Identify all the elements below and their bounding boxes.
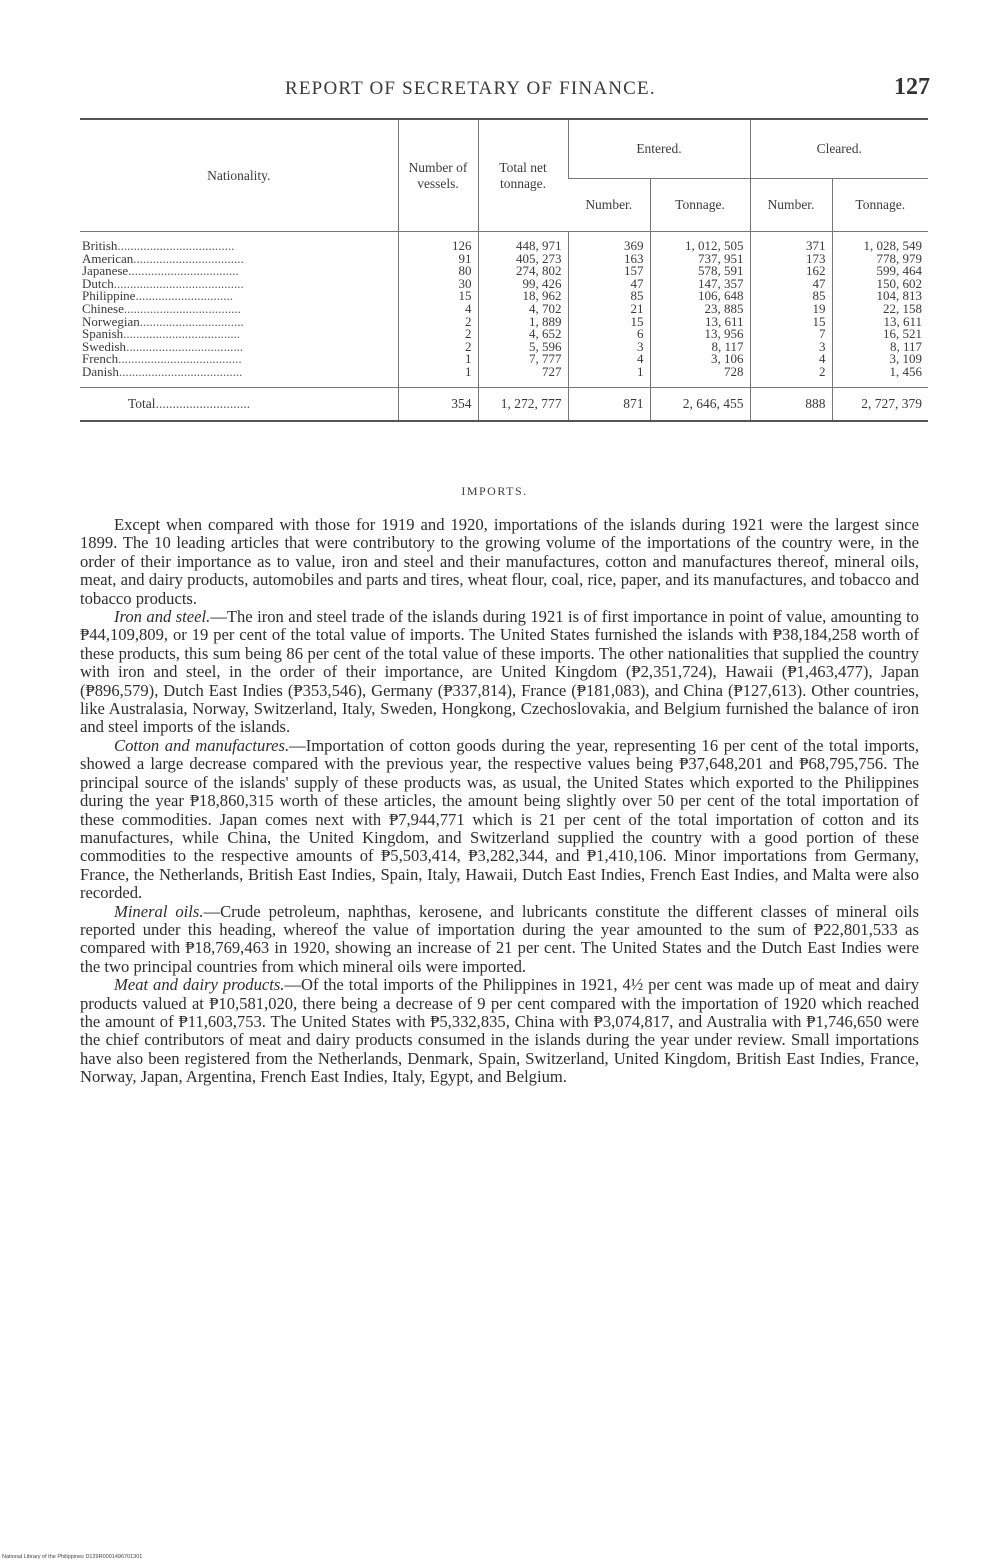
cell-cleared-number: 47 — [750, 278, 832, 291]
cell-nationality: Spanish.................................... — [82, 326, 241, 342]
cell-nationality: British.................................... — [82, 238, 235, 253]
cell-cleared-number: 162 — [750, 265, 832, 278]
cell-cleared-tonnage: 16, 521 — [832, 328, 928, 341]
cell-net-tonnage: 274, 802 — [478, 265, 568, 278]
table-row — [80, 366, 928, 387]
footer-note: National Library of the Philippines D129R0001496701301 — [2, 1554, 143, 1560]
cell-entered-tonnage: 8, 117 — [650, 341, 750, 354]
cell-entered-tonnage: 3, 106 — [650, 353, 750, 366]
cell-nationality: Swedish.................................... — [82, 338, 244, 354]
cell-vessels: 1 — [398, 366, 478, 387]
page-header — [80, 72, 930, 112]
header-total-net-tonnage: Total net tonnage. — [478, 119, 568, 232]
running-title: REPORT OF SECRETARY OF FINANCE. — [285, 78, 656, 99]
total-net-tonnage: 1, 272, 777 — [478, 387, 568, 421]
cell-cleared-tonnage: 13, 611 — [832, 316, 928, 329]
paragraph-lead: Meat and dairy products. — [114, 975, 285, 995]
cell-cleared-tonnage: 104, 813 — [832, 290, 928, 303]
cell-entered-tonnage: 13, 611 — [650, 316, 750, 329]
cell-cleared-number: 4 — [750, 353, 832, 366]
header-nationality: Nationality. — [80, 119, 398, 232]
paragraph-lead: Mineral oils. — [114, 901, 204, 921]
cell-nationality: American.................................. — [82, 250, 244, 266]
cell-entered-tonnage: 1, 012, 505 — [650, 232, 750, 253]
table-total-row — [80, 387, 928, 421]
paragraph-text: Except when compared with those for 1919 and 1920, importations of the islands during 1921 were the largest since 1899. The 10 leading articles that were contributory to the growing volume of the importations of the country were, in the order of their importance as to value, iron and steel and their manufactures, cotton and manufactures thereof, mineral oils, meat, and dairy products, automobiles and parts and tires, wheat flour, coal, rice, paper, and its manufactures, and tobacco and tobacco products. — [80, 515, 919, 608]
cell-net-tonnage: 99, 426 — [478, 278, 568, 291]
cell-cleared-tonnage: 3, 109 — [832, 353, 928, 366]
cell-cleared-number: 2 — [750, 366, 832, 387]
body-text — [80, 516, 919, 1087]
table-header — [80, 119, 928, 232]
paragraph-lead: Cotton and manufactures. — [114, 735, 290, 755]
cell-cleared-number: 7 — [750, 328, 832, 341]
header-cleared: Cleared. — [750, 119, 928, 179]
header-entered-number: Number. — [568, 179, 650, 232]
cell-cleared-tonnage: 778, 979 — [832, 253, 928, 266]
paragraph-text: —Importation of cotton goods during the year, representing 16 per cent of the total imports, showed a large decrease compared with the previous year, the respective values being ₱37,648,201 and ₱68,795,756. The principal source of the islands' supply of these products was, as usual, the United States which exported to the Philippines during the year ₱18,860,315 worth of these articles, the amount being slightly over 50 per cent of the total importation of these commodities. Japan comes next with ₱7,944,771 which is 21 per cent of the total importation of cotton and its manufactures, while China, the United Kingdom, and Switzerland supplied the country with a good portion of these commodities to the respective amounts of ₱5,503,414, ₱3,282,344, and ₱1,410,106. Minor importations from Germany, France, the Netherlands, British East Indies, Spain, Italy, Hawaii, Dutch East Indies, French East Indies, and Malta were also recorded. — [80, 735, 920, 903]
paragraph-text: —Of the total imports of the Philippines in 1921, 4½ per cent was made up of meat and dairy products valued at ₱10,581,020, there being a decrease of 9 per cent compared with the importation of 1920 which reached the amount of ₱11,603,753. The United States with ₱5,332,835, China with ₱3,074,817, and Australia with ₱1,746,650 were the chief contributors of meat and dairy products consumed in the islands during the year under review. Small importations have also been registered from the Netherlands, Denmark, Spain, Switzerland, United Kingdom, British East Indies, France, Norway, Japan, Argentina, French East Indies, Italy, Egypt, and Belgium. — [80, 975, 919, 1087]
cell-nationality: Danish...................................... — [82, 363, 243, 379]
cell-entered-number: 21 — [568, 303, 650, 316]
cell-cleared-number: 15 — [750, 316, 832, 329]
total-cleared-tonnage: 2, 727, 379 — [832, 387, 928, 421]
cell-entered-tonnage: 13, 956 — [650, 328, 750, 341]
cell-vessels: 126 — [398, 232, 478, 253]
cell-vessels: 2 — [398, 341, 478, 354]
cell-entered-number: 85 — [568, 290, 650, 303]
total-cleared-number: 888 — [750, 387, 832, 421]
cell-vessels: 80 — [398, 265, 478, 278]
cell-cleared-tonnage: 599, 464 — [832, 265, 928, 278]
vessels-table-container — [80, 118, 928, 422]
cell-entered-tonnage: 106, 648 — [650, 290, 750, 303]
cell-cleared-number: 19 — [750, 303, 832, 316]
cell-cleared-tonnage: 150, 602 — [832, 278, 928, 291]
cell-net-tonnage: 18, 962 — [478, 290, 568, 303]
body-paragraph — [80, 516, 919, 608]
paragraph-text: —Crude petroleum, naphthas, kerosene, and lubricants constitute the different classes of mineral oils reported under this heading, whereof the value of importation during the year amounted to the sum of ₱22,801,533 as compared with ₱18,769,463 in 1920, showing an increase of 21 per cent. The United States and the Dutch East Indies were the two principal countries from which mineral oils were imported. — [80, 901, 919, 976]
cell-entered-number: 157 — [568, 265, 650, 278]
table-row — [80, 232, 928, 253]
cell-vessels: 1 — [398, 353, 478, 366]
cell-entered-number: 4 — [568, 353, 650, 366]
table-body — [80, 232, 928, 422]
cell-entered-number: 47 — [568, 278, 650, 291]
header-cleared-number: Number. — [750, 179, 832, 232]
cell-entered-tonnage: 147, 357 — [650, 278, 750, 291]
cell-vessels: 2 — [398, 316, 478, 329]
total-entered-number: 871 — [568, 387, 650, 421]
section-title-imports: IMPORTS. — [461, 484, 528, 498]
cell-nationality: Japanese.................................. — [82, 263, 239, 279]
cell-nationality: Chinese.................................... — [82, 300, 241, 316]
body-paragraph — [80, 976, 919, 1086]
cell-entered-tonnage: 578, 591 — [650, 265, 750, 278]
vessels-by-nationality-table — [80, 118, 928, 422]
cell-net-tonnage: 4, 652 — [478, 328, 568, 341]
cell-net-tonnage: 5, 596 — [478, 341, 568, 354]
cell-cleared-number: 371 — [750, 232, 832, 253]
cell-nationality: Norwegian................................ — [82, 313, 244, 329]
cell-cleared-tonnage: 22, 158 — [832, 303, 928, 316]
cell-net-tonnage: 405, 273 — [478, 253, 568, 266]
cell-net-tonnage: 7, 777 — [478, 353, 568, 366]
cell-net-tonnage: 1, 889 — [478, 316, 568, 329]
cell-cleared-number: 85 — [750, 290, 832, 303]
cell-nationality: Dutch........................................ — [82, 275, 244, 291]
cell-entered-number: 15 — [568, 316, 650, 329]
cell-vessels: 15 — [398, 290, 478, 303]
body-paragraph — [80, 737, 919, 903]
total-entered-tonnage: 2, 646, 455 — [650, 387, 750, 421]
total-label: Total............................ — [80, 387, 398, 421]
cell-vessels: 30 — [398, 278, 478, 291]
header-cleared-tonnage: Tonnage. — [832, 179, 928, 232]
cell-cleared-number: 173 — [750, 253, 832, 266]
cell-cleared-tonnage: 8, 117 — [832, 341, 928, 354]
cell-entered-number: 369 — [568, 232, 650, 253]
cell-entered-tonnage: 737, 951 — [650, 253, 750, 266]
cell-entered-tonnage: 23, 885 — [650, 303, 750, 316]
body-paragraph — [80, 903, 919, 977]
page-number: 127 — [894, 74, 930, 100]
cell-entered-number: 163 — [568, 253, 650, 266]
cell-entered-tonnage: 728 — [650, 366, 750, 387]
body-paragraph — [80, 608, 919, 737]
cell-vessels: 91 — [398, 253, 478, 266]
cell-net-tonnage: 448, 971 — [478, 232, 568, 253]
cell-cleared-tonnage: 1, 456 — [832, 366, 928, 387]
header-entered-tonnage: Tonnage. — [650, 179, 750, 232]
cell-nationality: Philippine.............................. — [82, 288, 233, 304]
header-number-of-vessels: Number of vessels. — [398, 119, 478, 232]
cell-vessels: 4 — [398, 303, 478, 316]
header-entered: Entered. — [568, 119, 750, 179]
cell-cleared-number: 3 — [750, 341, 832, 354]
paragraph-text: —The iron and steel trade of the islands during 1921 is of first importance in point of value, amounting to ₱44,109,809, or 19 per cent of the total value of imports. The United States furnished the islands with ₱38,184,258 worth of these products, this sum being 86 per cent of the total value of these imports. The other nationalities that supplied the country with iron and steel, in the order of their importance, are United Kingdom (₱2,351,724), Hawaii (₱1,463,477), Japan (₱896,579), Dutch East Indies (₱353,546), Germany (₱337,814), France (₱181,083), and China (₱127,613). Other countries, like Australasia, Norway, Switzerland, Italy, Sweden, Hongkong, Czechoslovakia, and Belgium furnished the balance of iron and steel imports of the islands. — [80, 607, 919, 737]
cell-entered-number: 6 — [568, 328, 650, 341]
paragraph-lead: Iron and steel. — [114, 607, 211, 627]
cell-vessels: 2 — [398, 328, 478, 341]
cell-net-tonnage: 727 — [478, 366, 568, 387]
cell-cleared-tonnage: 1, 028, 549 — [832, 232, 928, 253]
cell-nationality: French...................................... — [82, 351, 242, 367]
cell-net-tonnage: 4, 702 — [478, 303, 568, 316]
cell-entered-number: 3 — [568, 341, 650, 354]
total-vessels: 354 — [398, 387, 478, 421]
cell-entered-number: 1 — [568, 366, 650, 387]
